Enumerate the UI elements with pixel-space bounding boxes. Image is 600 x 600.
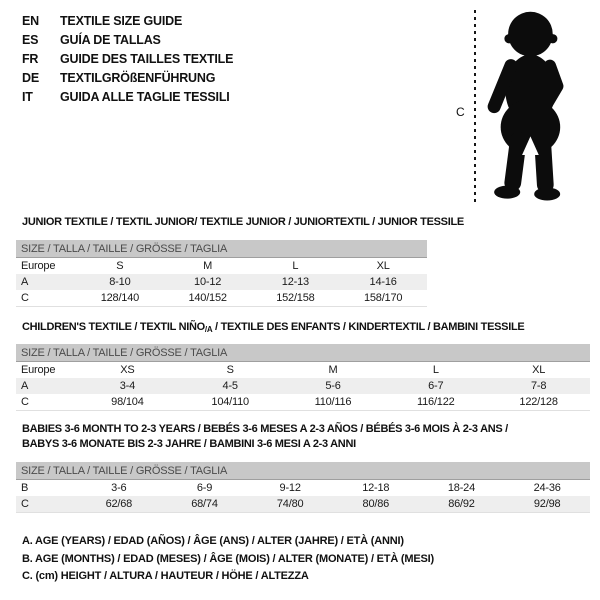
row-label-cell: C	[16, 496, 76, 513]
table-cell: 3-6	[111, 482, 127, 494]
legend-line-b: B. AGE (MONTHS) / EDAD (MESES) / ÂGE (MOIS) / ALTER (MONATE) / ETÀ (MESI)	[22, 552, 434, 565]
legend-line-a: A. AGE (YEARS) / EDAD (AÑOS) / ÂGE (ANS) / ALTER (JAHRE) / ETÀ (ANNI)	[22, 535, 404, 547]
legend	[22, 533, 434, 586]
baby-head	[508, 12, 553, 57]
baby-silhouette	[483, 7, 576, 209]
table-cell: L	[432, 364, 439, 376]
language-label: GUIDE DES TAILLES TEXTILE	[60, 52, 234, 66]
language-code: DE	[22, 71, 39, 85]
table-cell: 9-12	[279, 482, 301, 494]
table-cell: S	[226, 364, 234, 376]
table-cell: 68/74	[162, 496, 248, 513]
table-cell: 122/128	[519, 396, 558, 408]
table-row	[16, 394, 590, 411]
size-header-bar: SIZE / TALLA / TAILLE / GRÖSSE / TAGLIA	[16, 462, 590, 480]
table-cell: 3-4	[76, 378, 179, 394]
babies-size-table	[16, 462, 590, 513]
baby-leg-left	[513, 140, 519, 183]
table-cell: 62/68	[76, 496, 162, 513]
language-code: EN	[22, 14, 39, 28]
table-cell: 152/158	[276, 292, 315, 304]
table-cell: 110/116	[314, 396, 352, 408]
table-cell: 80/86	[333, 496, 419, 513]
babies-title-line1: BABIES 3-6 MONTH TO 2-3 YEARS / BEBÉS 3-6 MESES A 2-3 AÑOS / BÉBÉS 3-6 MOIS À 2-3 ANS /	[22, 423, 508, 435]
junior-size-table	[16, 240, 427, 307]
height-dotted-line	[474, 10, 476, 206]
table-cell: 104/110	[211, 396, 249, 408]
table-cell: 116/122	[417, 396, 455, 408]
children-title-sub: /A	[204, 325, 213, 334]
table-cell: XL	[532, 364, 546, 376]
language-row-en	[22, 12, 233, 31]
children-title-post: / TEXTILE DES ENFANTS / KINDERTEXTIL / BAMBINI TESSILE	[212, 321, 525, 333]
children-table-title	[22, 321, 524, 334]
language-label: TEXTILGRÖßENFÜHRUNG	[60, 71, 216, 85]
table-cell: 7-8	[487, 378, 590, 394]
table-row	[16, 274, 427, 290]
row-label-cell: C	[21, 292, 29, 304]
table-cell: 6-7	[384, 378, 487, 394]
language-code: FR	[22, 52, 39, 66]
junior-table-title: JUNIOR TEXTILE / TEXTIL JUNIOR/ TEXTILE JUNIOR / JUNIORTEXTIL / JUNIOR TESSILE	[22, 216, 464, 228]
table-row	[16, 290, 427, 307]
table-cell: 14-16	[339, 274, 427, 290]
legend-line-c: C. (cm) HEIGHT / ALTURA / HAUTEUR / HÖHE / ALTEZZA	[22, 570, 309, 582]
children-size-table	[16, 344, 590, 411]
row-label-cell: C	[21, 396, 29, 408]
table-row	[16, 378, 590, 394]
language-list	[22, 12, 233, 107]
row-label-cell: A	[16, 274, 76, 290]
table-cell: XS	[120, 364, 135, 376]
table-cell: 98/104	[111, 396, 144, 408]
table-cell: 140/152	[188, 292, 227, 304]
table-cell: 86/92	[419, 496, 505, 513]
row-label-cell: Europe	[21, 364, 56, 376]
table-row	[16, 362, 590, 379]
table-cell: M	[203, 260, 213, 272]
table-cell: 74/80	[247, 496, 333, 513]
table-cell: 4-5	[179, 378, 282, 394]
table-cell: L	[292, 260, 299, 272]
table-row	[16, 496, 590, 513]
table-cell: 10-12	[164, 274, 252, 290]
row-label-cell: B	[21, 482, 29, 494]
table-cell: 8-10	[76, 274, 164, 290]
table-row	[16, 480, 590, 497]
table-cell: 6-9	[196, 482, 213, 494]
language-code: ES	[22, 33, 39, 47]
baby-foot-right	[534, 188, 560, 201]
size-header-bar: SIZE / TALLA / TAILLE / GRÖSSE / TAGLIA	[16, 344, 590, 362]
baby-leg-right	[543, 140, 546, 185]
table-row	[16, 258, 427, 275]
language-label: TEXTILE SIZE GUIDE	[60, 14, 183, 28]
language-row-fr	[22, 50, 233, 69]
table-cell: 92/98	[504, 496, 590, 513]
table-cell: 158/170	[363, 292, 403, 304]
language-label: GUÍA DE TALLAS	[60, 33, 161, 47]
language-code: IT	[22, 90, 33, 104]
table-cell: 18-24	[447, 482, 476, 494]
table-cell: 24-36	[533, 482, 561, 494]
height-measure-label: C	[456, 105, 465, 119]
table-cell: M	[328, 364, 338, 376]
language-row-it	[22, 88, 233, 107]
table-cell: XL	[376, 260, 390, 272]
language-row-de	[22, 69, 233, 88]
table-cell: 128/140	[100, 292, 140, 304]
table-cell: 12-18	[362, 482, 390, 494]
language-row-es	[22, 31, 233, 50]
babies-title-line2: BABYS 3-6 MONATE BIS 2-3 JAHRE / BAMBINI 3-6 MESI A 2-3 ANNI	[22, 438, 356, 450]
table-cell: 5-6	[282, 378, 385, 394]
table-cell: S	[116, 260, 124, 272]
language-label: GUIDA ALLE TAGLIE TESSILI	[60, 90, 230, 104]
size-header-bar: SIZE / TALLA / TAILLE / GRÖSSE / TAGLIA	[16, 240, 427, 258]
row-label-cell: A	[16, 378, 76, 394]
table-cell: 12-13	[252, 274, 340, 290]
row-label-cell: Europe	[21, 260, 56, 272]
baby-foot-left	[494, 186, 520, 199]
babies-table-title	[22, 422, 508, 452]
children-title-pre: CHILDREN'S TEXTILE / TEXTIL NIÑO	[22, 321, 205, 333]
